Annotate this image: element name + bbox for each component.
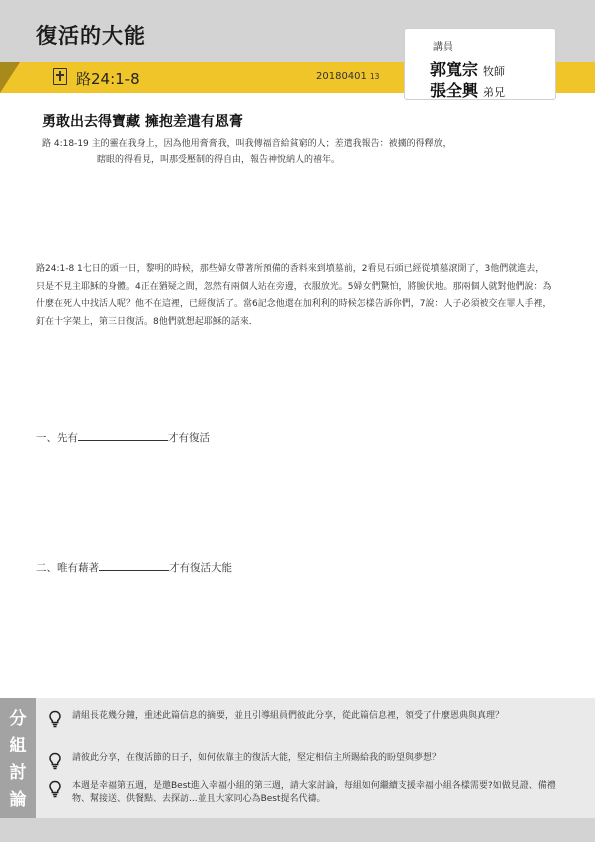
lightbulb-icon (48, 752, 62, 770)
blank-2-line[interactable] (99, 561, 169, 571)
speaker-1 (430, 57, 505, 80)
fill-in-blank-1 (36, 430, 210, 445)
question-text: 請組長花幾分鐘，重述此篇信息的摘要，並且引導組員們彼此分享，從此篇信息裡，領受了什麼恩典與真理？ (72, 711, 505, 721)
blank-1-suffix: 才有復活 (168, 432, 210, 444)
lightbulb-icon (48, 780, 62, 798)
question-text: 本週是幸福第五週，是邀Best進入幸福小組的第三週，請大家討論，每組如何繼續支援幸福小組各樣需要?如做見證、備禮物、幫接送、供餐點、去探訪...並且大家同心為Best提名代禱。 (72, 781, 556, 804)
discussion-question (48, 710, 568, 723)
date-text: 20180401 (316, 71, 367, 82)
blank-2-suffix: 才有復活大能 (169, 562, 232, 574)
footer-bar (0, 818, 595, 842)
discussion-label-char: 論 (9, 790, 27, 810)
blank-1-line[interactable] (78, 431, 168, 441)
speaker-label: 講員 (433, 42, 453, 53)
sermon-heading: 勇敢出去得寶藏 擁抱差遣有恩膏 (42, 114, 243, 130)
discussion-label-char: 討 (9, 763, 27, 783)
blank-2-prefix: 二、唯有藉著 (36, 562, 99, 574)
bible-icon (53, 68, 67, 85)
speaker-card (404, 28, 556, 100)
blank-1-prefix: 一、先有 (36, 432, 78, 444)
scripture-passage: 路24:1-8 1七日的頭一日，黎明的時候，那些婦女帶著所預備的香料來到墳墓前，2看見石頭已經從墳墓滾開了，3他們就進去，只是不見主耶穌的身體。4正在猶疑之間，忽然有兩個人站在旁邊，衣服放光。5婦女們驚怕，將臉伏地。那兩個人就對他們說：為什麼在死人中找活人呢？他不在這裡，已經復活了。當6記念他還在加利利的時候怎樣告訴你們，7說：人子必須被交在罪人手裡，釘在十字架上，第三日復活。8他們就想起耶穌的話來． (36, 264, 552, 327)
discussion-label (0, 698, 36, 818)
speaker-name: 張全興 (430, 81, 479, 100)
scripture-reference: 路24:1-8 (76, 70, 140, 88)
key-verse-line-1: 路 4:18-19 主的靈在我身上，因為他用膏膏我，叫我傳福音給貧窮的人；差遣我報告：被擄的得釋放， (42, 139, 452, 149)
speaker-name: 郭寬宗 (430, 60, 479, 79)
lightbulb-icon (48, 710, 62, 728)
page-number: 13 (369, 72, 380, 81)
speaker-role: 弟兄 (483, 86, 506, 99)
speaker-role: 牧師 (483, 65, 506, 78)
discussion-label-char: 組 (9, 736, 27, 756)
discussion-label-char: 分 (9, 709, 27, 729)
fill-in-blank-2 (36, 560, 232, 575)
page-title: 復活的大能 (36, 24, 146, 48)
reference-bar-accent (0, 62, 20, 93)
discussion-question (48, 780, 568, 806)
speaker-2 (430, 78, 505, 101)
sermon-date (316, 71, 379, 82)
key-verse-line-2: 瞎眼的得看見，叫那受壓制的得自由，報告神悅納人的禧年。 (97, 155, 341, 165)
discussion-question (48, 752, 568, 765)
question-text: 請彼此分享，在復活節的日子，如何依靠主的復活大能，堅定相信主所賜給我的盼望與夢想？ (72, 753, 442, 763)
